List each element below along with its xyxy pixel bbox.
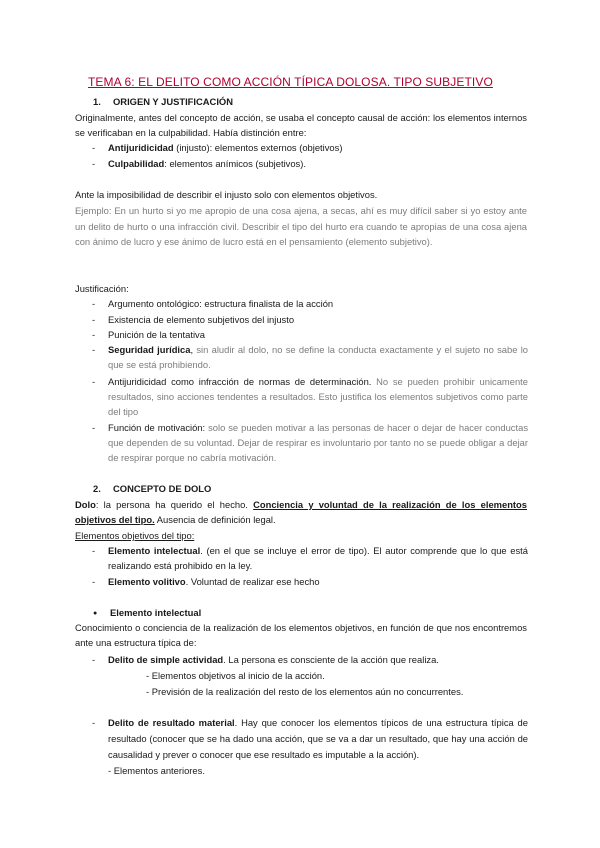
section-2-heading: 2. CONCEPTO DE DOLO bbox=[93, 483, 212, 494]
imposibilidad-paragraph: Ante la imposibilidad de describir el injusto solo con elementos objetivos. bbox=[75, 189, 378, 200]
dolo-definition: Dolo: la persona ha querido el hecho. Conciencia y voluntad de la realización de los elementos objetivos del tipo. Ausencia de definición legal. bbox=[75, 499, 527, 525]
section-1-heading: 1. ORIGEN Y JUSTIFICACIÓN bbox=[93, 96, 233, 107]
bullet-icon: ● bbox=[93, 610, 98, 617]
simple-subitem-1: - Elementos objetivos al inicio de la acción. bbox=[146, 670, 325, 681]
elementos-label: Elementos objetivos del tipo: bbox=[75, 530, 195, 541]
section-1-intro: Originalmente, antes del concepto de acción, se usaba el concepto causal de acción: los elementos internos se verificaban en la culpabilidad. Había distinción entre: bbox=[75, 112, 527, 138]
justificacion-label: Justificación: bbox=[75, 283, 129, 294]
simple-subitem-2: - Previsión de la realización del resto de los elementos aún no concurrentes. bbox=[146, 686, 464, 697]
resultado-subitem: - Elementos anteriores. bbox=[108, 765, 205, 776]
ejemplo-paragraph: Ejemplo: En un hurto si yo me apropio de una cosa ajena, a secas, ahí es muy difícil saber si yo estoy ante un delito de hurto o una infracción civil. Describir el tipo del hurto era cuando te apropias de una cosa ajena con ánimo de lucro y ese ánimo de lucro está en el pensamiento (elemento subjetivo). bbox=[75, 205, 527, 247]
document-page: TEMA 6: EL DELITO COMO ACCIÓN TÍPICA DOLOSA. TIPO SUBJETIVO 1. ORIGEN Y JUSTIFICACIÓN Originalmente, antes del concepto de acción, se usaba el concepto causal de acción: los elementos internos se verificaban en la culpabilidad. Había distinción entre: - Antijuridicidad (injusto): elementos externos (objetivos) - Culpabilidad: elementos anímicos (subjetivos). Ante la imposibilidad de describir el injusto solo con elementos objetivos. Ejemplo: En un hurto si yo me apropio de una cosa ajena, a secas, ahí es muy difícil saber si yo estoy ante un delito de hurto o una infracción civil. Describir el tipo del hurto era cuando te apropias de una cosa ajena con ánimo de lucro y ese ánimo de lucro está en el pensamiento (elemento subjetivo). Justificación: - Argumento ontológico: estructura finalista de la acción - Existencia de elemento subjetivos del injusto - Punición de la tentativa - Seguridad jurídica, sin aludir al dolo, no se define la conducta exactamente y el sujeto no sabe lo que se está prohibiendo. - Antijuridicidad como infracción de normas de determinación. No se pueden prohibir unicamente resultados, sino acciones tendentes a resultados. Esto justifica los elementos subjetivos como parte del tipo - Función de motivación: solo se pueden motivar a las personas de hacer o dejar de hacer conductas que dependen de su voluntad. Dejar de respirar es involuntario por tanto no se puede obligar a dejar de respirar porque no cabría motivación. 2. CONCEPTO DE DOLO Dolo: la persona ha querido el hecho. Conciencia y voluntad de la realización de los elementos objetivos del tipo. Ausencia de definición legal. Elementos objetivos del tipo: - Elemento intelectual. (en el que se incluye el error de tipo). El autor comprende que lo que está realizando está prohibido en la ley. - Elemento volitivo. Voluntad de realizar ese hecho ● Elemento intelectual Conocimiento o conciencia de la realización de los elementos objetivos, en función de que nos encontremos ante una estructura típica de: - Delito de simple actividad. La persona es consciente de la acción que realiza. - Elementos objetivos al inicio de la acción. - Previsión de la realización del resto de los elementos aún no concurrentes. - Delito de resultado material. Hay que conocer los elementos típicos de una estructura típica de resultado (conocer que se ha dado una acción, que se va a dar un resultado, que hay una acción de causalidad y prever o conocer que ese resultado es imputable a la acción). - Elementos anteriores. bbox=[75, 75, 529, 776]
intelectual-paragraph: Conocimiento o conciencia de la realización de los elementos objetivos, en función de que nos encontremos ante una estructura típica de: bbox=[75, 622, 527, 648]
document-title: TEMA 6: EL DELITO COMO ACCIÓN TÍPICA DOLOSA. TIPO SUBJETIVO bbox=[88, 75, 493, 89]
elemento-intelectual-heading: ● Elemento intelectual bbox=[93, 605, 201, 621]
